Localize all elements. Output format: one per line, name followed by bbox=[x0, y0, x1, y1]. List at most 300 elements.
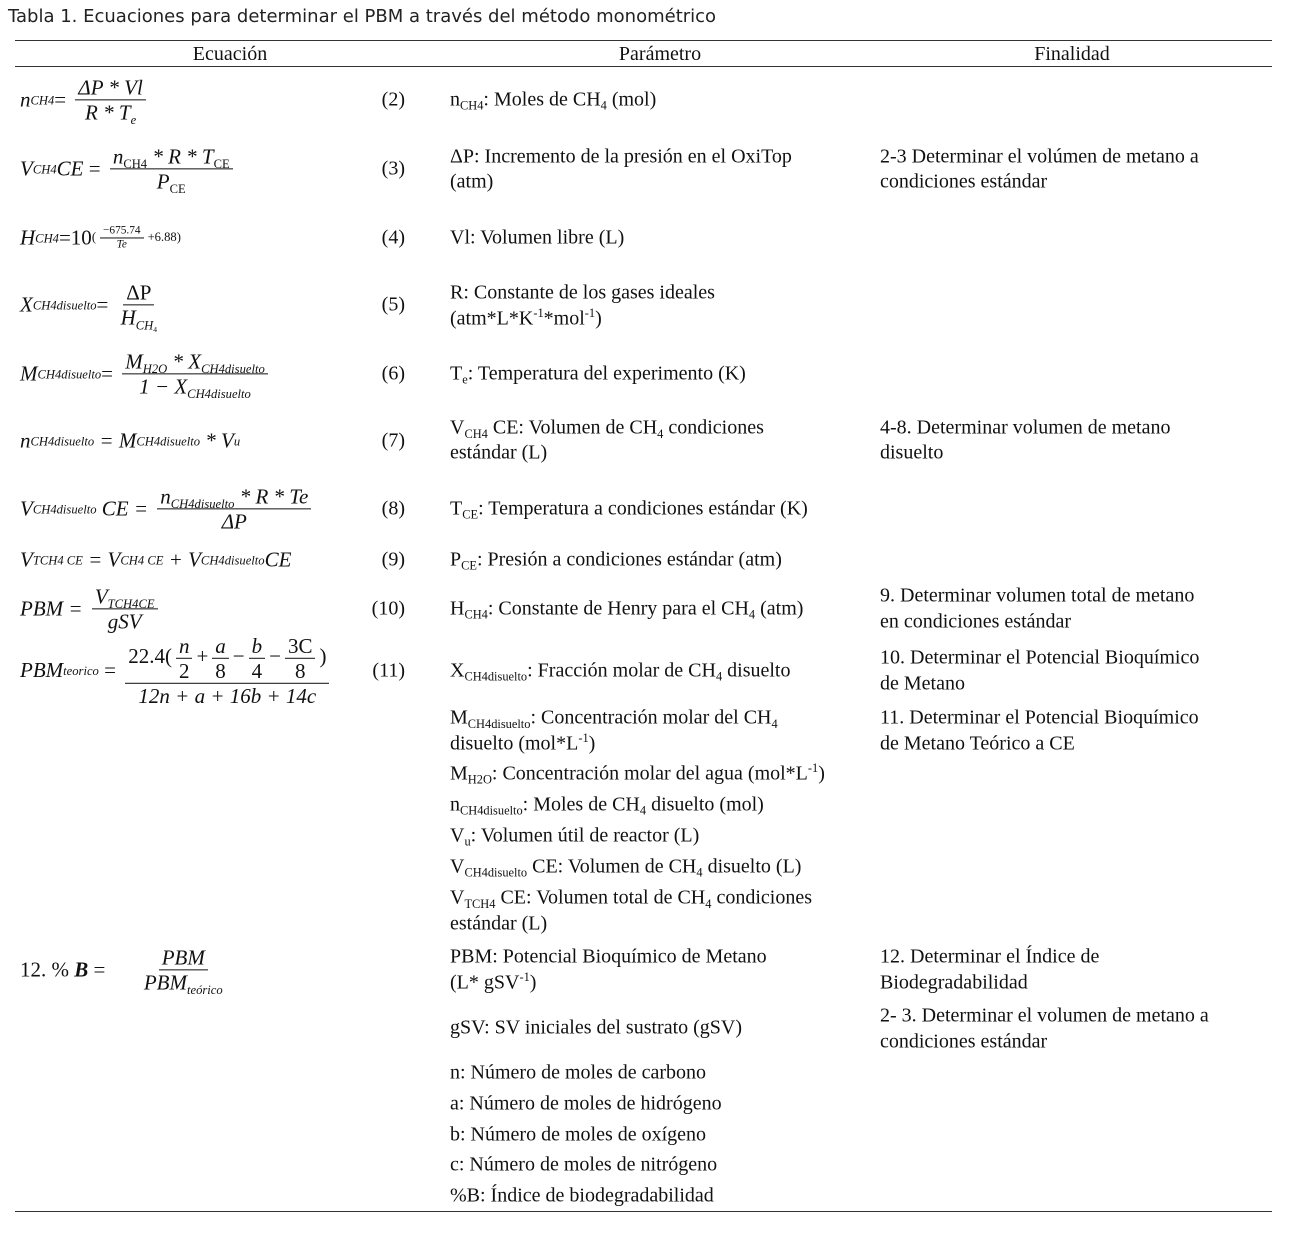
text-segment: 12. % bbox=[20, 957, 75, 982]
numerator bbox=[125, 634, 329, 684]
fraction bbox=[141, 945, 226, 997]
text-segment: CE bbox=[461, 558, 477, 573]
text-segment: T bbox=[450, 497, 463, 520]
equation bbox=[20, 547, 291, 573]
text-segment: c: Número de moles de nitrógeno bbox=[450, 1153, 718, 1176]
text-segment: PBM bbox=[20, 658, 64, 683]
text-segment: n bbox=[160, 484, 171, 509]
text-segment: = M bbox=[94, 428, 137, 453]
denominator bbox=[219, 510, 250, 534]
text-segment: gSV bbox=[107, 609, 142, 634]
purpose-item bbox=[880, 415, 1170, 466]
text-segment: H bbox=[450, 597, 465, 620]
denominator bbox=[292, 659, 309, 683]
text-segment: V bbox=[94, 584, 108, 609]
text-segment: disuelto (mol*L bbox=[450, 732, 579, 754]
text-segment: PBM = bbox=[20, 596, 88, 621]
subscript bbox=[464, 608, 487, 622]
text-segment: en condiciones estándar bbox=[880, 610, 1072, 632]
numerator bbox=[123, 280, 154, 305]
text-segment: condiciones bbox=[663, 416, 764, 438]
text-segment: e bbox=[462, 372, 468, 387]
numerator bbox=[100, 224, 144, 238]
text-segment: -1 bbox=[533, 305, 544, 320]
text-segment: M bbox=[450, 706, 468, 729]
numerator bbox=[249, 634, 266, 659]
text-segment: ( bbox=[91, 229, 97, 244]
text-segment: CH4disuelto bbox=[187, 386, 251, 401]
denominator bbox=[141, 971, 226, 995]
text-segment: 4 bbox=[696, 865, 703, 880]
text-segment: CH4disuelto bbox=[460, 803, 523, 818]
text-segment: disuelto (L) bbox=[702, 855, 802, 878]
text-segment: H2O bbox=[467, 772, 492, 787]
text-segment: n bbox=[178, 633, 190, 658]
text-segment: H2O bbox=[142, 361, 168, 376]
text-segment: 8 bbox=[215, 658, 226, 683]
text-segment: 4-8. Determinar volumen de metano bbox=[880, 416, 1171, 438]
text-segment: : Temperatura a condiciones estándar (K) bbox=[478, 497, 808, 520]
text-segment: CH4disuelto bbox=[32, 298, 97, 312]
text-segment: u bbox=[464, 834, 471, 849]
numerator bbox=[285, 634, 316, 659]
text-segment: 4 bbox=[600, 98, 607, 113]
header-rule bbox=[15, 66, 1272, 67]
text-segment: TCH4 bbox=[464, 896, 496, 911]
equation bbox=[20, 144, 237, 196]
denominator bbox=[135, 684, 319, 708]
denominator bbox=[176, 659, 193, 683]
text-segment: X bbox=[20, 292, 33, 317]
text-segment: ) bbox=[595, 307, 602, 329]
numerator bbox=[75, 75, 145, 100]
fraction bbox=[212, 634, 229, 683]
header-parameter: Parámetro bbox=[618, 43, 702, 65]
numerator bbox=[122, 349, 268, 374]
text-segment: = bbox=[83, 156, 106, 181]
text-segment: 1 − X bbox=[139, 374, 188, 399]
fraction bbox=[92, 584, 158, 633]
text-segment: * V bbox=[200, 428, 234, 453]
text-segment: : Concentración molar del agua (mol*L bbox=[491, 762, 808, 785]
text-segment: 2-3 Determinar el volúmen de metano a bbox=[880, 145, 1199, 167]
purpose-item bbox=[880, 144, 1199, 195]
parameter-item bbox=[450, 1015, 742, 1041]
text-segment: n: Número de moles de carbono bbox=[450, 1061, 707, 1084]
text-segment: TCH4CE bbox=[107, 596, 155, 611]
text-segment: : Temperatura del experimento (K) bbox=[467, 362, 746, 385]
denominator bbox=[118, 305, 160, 334]
equation-number: (8) bbox=[381, 497, 405, 520]
equation bbox=[20, 75, 150, 127]
subscript bbox=[462, 508, 478, 522]
text-segment: X bbox=[450, 659, 465, 682]
text-segment: CH4 bbox=[35, 231, 59, 245]
text-segment: − bbox=[232, 644, 245, 669]
text-segment: : Constante de Henry para el CH bbox=[487, 597, 749, 620]
parameter-item bbox=[450, 823, 699, 849]
superscript bbox=[808, 761, 818, 775]
text-segment: CH4 bbox=[32, 162, 57, 176]
purpose-item bbox=[880, 584, 1194, 635]
parameter-item bbox=[450, 281, 715, 332]
text-segment: : Presión a condiciones estándar (atm) bbox=[476, 548, 782, 571]
text-segment: H bbox=[120, 305, 136, 330]
text-segment: CE bbox=[169, 181, 186, 196]
text-segment: n bbox=[450, 88, 460, 111]
text-segment: : Moles de CH bbox=[522, 793, 640, 816]
text-segment: M bbox=[125, 349, 143, 374]
text-segment: CH4 bbox=[30, 93, 55, 107]
text-segment: CH4 bbox=[464, 607, 488, 622]
text-segment: de Metano Teórico a CE bbox=[880, 732, 1075, 754]
subscript bbox=[464, 426, 487, 440]
denominator bbox=[105, 610, 145, 634]
text-segment: 4 bbox=[771, 716, 778, 731]
purpose-item bbox=[880, 646, 1199, 697]
text-segment: * R * T bbox=[147, 144, 214, 169]
text-segment: 2- 3. Determinar el volumen de metano a bbox=[880, 1004, 1209, 1027]
subscript bbox=[464, 897, 495, 911]
equation-number: (7) bbox=[381, 429, 405, 452]
header-equation: Ecuación bbox=[192, 43, 268, 65]
text-segment: a: Número de moles de hidrógeno bbox=[450, 1092, 722, 1115]
text-segment: CH4disuelto bbox=[32, 502, 97, 516]
text-segment: CE bbox=[56, 156, 84, 181]
denominator bbox=[114, 239, 130, 252]
text-segment: V bbox=[450, 416, 465, 438]
numerator bbox=[176, 634, 193, 659]
subscript bbox=[460, 804, 523, 818]
text-segment: condiciones estándar bbox=[880, 170, 1048, 193]
parameter-item bbox=[450, 1183, 714, 1209]
text-segment: CH4disuelto bbox=[136, 434, 201, 448]
text-segment: CH4disuelto bbox=[464, 865, 528, 880]
text-segment: CE bbox=[462, 507, 479, 522]
parameter-item bbox=[450, 596, 803, 622]
text-segment: ) bbox=[319, 644, 327, 669]
text-segment: * R * Te bbox=[234, 484, 309, 509]
text-segment: 11. Determinar el Potencial Bioquímico bbox=[880, 706, 1199, 729]
denominator bbox=[82, 101, 139, 125]
subscript bbox=[153, 325, 157, 334]
text-segment: estándar (L) bbox=[450, 912, 548, 934]
text-segment: P bbox=[450, 548, 462, 571]
denominator bbox=[154, 170, 189, 194]
subscript bbox=[772, 717, 778, 731]
fraction bbox=[249, 634, 266, 683]
text-segment: TCH4 CE bbox=[32, 553, 83, 567]
text-segment: teorico bbox=[63, 663, 99, 678]
equation-number: (11) bbox=[372, 659, 405, 682]
subscript bbox=[187, 387, 251, 401]
bottom-rule bbox=[15, 1211, 1272, 1212]
parameter-item bbox=[450, 706, 778, 757]
subscript bbox=[461, 559, 477, 573]
text-segment: 4 bbox=[251, 658, 263, 683]
fraction bbox=[118, 280, 160, 334]
text-segment: CE: Volumen de CH bbox=[527, 855, 697, 878]
text-segment: R * T bbox=[85, 100, 131, 125]
parameter-item bbox=[450, 1152, 717, 1178]
subscript bbox=[468, 773, 492, 787]
text-segment: P bbox=[156, 169, 170, 194]
text-segment: Te bbox=[116, 238, 127, 251]
numerator bbox=[92, 584, 158, 609]
text-segment: gSV: SV iniciales del sustrato (gSV) bbox=[450, 1016, 743, 1039]
text-segment: CH4disuelto bbox=[201, 361, 265, 376]
text-segment: CH4disuelto bbox=[170, 496, 235, 511]
subscript bbox=[464, 866, 527, 880]
fraction bbox=[285, 634, 316, 683]
equation-number: (6) bbox=[381, 362, 405, 385]
equation bbox=[20, 428, 240, 454]
parameter-item bbox=[450, 547, 782, 573]
purpose-item bbox=[880, 706, 1199, 757]
superscript bbox=[519, 970, 529, 984]
text-segment: 3C bbox=[287, 633, 313, 658]
text-segment: CE = bbox=[96, 496, 154, 521]
denominator bbox=[212, 659, 229, 683]
text-segment: (L* gSV bbox=[450, 971, 520, 993]
purpose-item bbox=[880, 945, 1099, 996]
equation-number: (10) bbox=[371, 597, 405, 620]
text-segment: -1 bbox=[519, 969, 530, 984]
equation-number: (2) bbox=[381, 88, 405, 111]
text-segment: ΔP * Vl bbox=[78, 75, 143, 100]
text-segment: 10. Determinar el Potencial Bioquímico bbox=[880, 646, 1200, 669]
text-segment: CE: Volumen de CH bbox=[487, 416, 658, 438]
text-segment: n bbox=[20, 428, 31, 453]
text-segment: e bbox=[130, 112, 137, 127]
parameter-item bbox=[450, 225, 624, 251]
text-segment: CH4disuelto bbox=[467, 716, 531, 731]
equation-number: (3) bbox=[381, 157, 405, 180]
parameter-item bbox=[450, 1122, 706, 1148]
text-segment: ) bbox=[818, 762, 825, 785]
text-segment: ΔP: Incremento de la presión en el OxiTop bbox=[450, 145, 792, 167]
text-segment: CH4 bbox=[460, 98, 484, 113]
text-segment: ) bbox=[588, 732, 596, 754]
text-segment: − bbox=[269, 644, 281, 669]
parameter-item bbox=[450, 144, 792, 195]
text-segment: V bbox=[20, 547, 33, 572]
text-segment: = bbox=[88, 957, 137, 982]
parameter-item bbox=[450, 361, 746, 387]
text-segment: u bbox=[233, 434, 241, 448]
parameter-item bbox=[450, 415, 764, 466]
text-segment: : Moles de CH bbox=[483, 88, 601, 111]
superscript bbox=[533, 306, 543, 320]
text-segment: 4 bbox=[657, 426, 664, 441]
parameter-item bbox=[450, 761, 825, 787]
equation bbox=[20, 484, 315, 533]
equation bbox=[20, 584, 162, 633]
text-segment: PBM: Potencial Bioquímico de Metano bbox=[450, 945, 767, 968]
header-purpose: Finalidad bbox=[1034, 43, 1110, 65]
equation bbox=[20, 945, 230, 997]
subscript bbox=[460, 99, 483, 113]
parameter-item bbox=[450, 658, 791, 684]
text-segment: %B: Índice de biodegradabilidad bbox=[450, 1184, 714, 1207]
top-rule bbox=[15, 40, 1272, 41]
text-segment: CE bbox=[264, 547, 292, 572]
text-segment: CH4disuelto bbox=[30, 434, 95, 448]
text-segment: CH bbox=[135, 317, 154, 332]
subscript bbox=[131, 113, 137, 127]
text-segment: V bbox=[450, 855, 465, 878]
text-segment: : Volumen útil de reactor (L) bbox=[470, 824, 700, 847]
equation bbox=[20, 224, 181, 251]
text-segment: +6.88) bbox=[147, 229, 181, 244]
parameter-item bbox=[450, 854, 801, 880]
parameter-item bbox=[450, 886, 812, 937]
parameter-item bbox=[450, 1091, 722, 1117]
text-segment: n bbox=[20, 87, 31, 112]
fraction bbox=[100, 224, 144, 251]
superscript bbox=[578, 731, 588, 745]
text-segment: b bbox=[251, 633, 263, 658]
text-segment: 12n + a + 16b + 14c bbox=[138, 684, 317, 709]
text-segment: CH4 bbox=[464, 426, 488, 441]
text-segment: condiciones estándar bbox=[880, 1030, 1048, 1052]
text-segment: CH4disuelto bbox=[464, 669, 528, 684]
text-segment: a bbox=[215, 633, 226, 658]
text-segment: -1 bbox=[807, 760, 819, 775]
text-segment: (mol) bbox=[606, 88, 657, 111]
subscript bbox=[464, 670, 527, 684]
text-segment: n bbox=[450, 793, 460, 816]
text-segment: Vl: Volumen libre (L) bbox=[450, 226, 625, 249]
text-segment: R: Constante de los gases ideales bbox=[450, 281, 715, 304]
subscript bbox=[214, 157, 230, 171]
text-segment: Biodegradabilidad bbox=[880, 971, 1028, 993]
table-caption: Tabla 1. Ecuaciones para determinar el PBM a través del método monométrico bbox=[8, 6, 717, 27]
text-segment: M bbox=[450, 762, 468, 785]
subscript bbox=[187, 983, 223, 997]
text-segment: −675.74 bbox=[103, 224, 141, 237]
text-segment: -1 bbox=[584, 305, 596, 320]
text-segment: CH4 bbox=[123, 156, 148, 171]
text-segment: teórico bbox=[187, 982, 223, 997]
text-segment: = bbox=[54, 87, 72, 112]
fraction bbox=[110, 144, 233, 196]
text-segment: disuelto bbox=[722, 659, 791, 682]
text-segment: PBM bbox=[143, 970, 188, 995]
text-segment: de Metano bbox=[880, 672, 965, 694]
equation bbox=[20, 634, 333, 708]
purpose-item bbox=[880, 1004, 1209, 1055]
text-segment: 4 bbox=[748, 607, 756, 622]
text-segment: 4 bbox=[705, 896, 712, 911]
parameter-item bbox=[450, 87, 656, 113]
text-segment: V bbox=[20, 156, 33, 181]
text-segment: 4 bbox=[153, 324, 158, 334]
text-segment: (atm) bbox=[755, 597, 804, 620]
fraction bbox=[176, 634, 193, 683]
subscript bbox=[123, 157, 147, 171]
text-segment: 4 bbox=[715, 669, 723, 684]
equation bbox=[20, 280, 164, 334]
text-segment: T bbox=[450, 362, 463, 385]
text-segment: ΔP bbox=[126, 280, 152, 305]
parameter-item bbox=[450, 1060, 706, 1086]
text-segment: B bbox=[74, 957, 89, 982]
superscript bbox=[92, 224, 181, 251]
text-segment: : Fracción molar de CH bbox=[527, 659, 716, 682]
text-segment: M bbox=[20, 361, 38, 386]
text-segment: 9. Determinar volumen total de metano bbox=[880, 584, 1195, 607]
text-segment: ) bbox=[529, 971, 537, 993]
text-segment: *mol bbox=[543, 307, 585, 329]
text-segment: condiciones bbox=[711, 886, 812, 909]
text-segment: 4 bbox=[639, 803, 647, 818]
text-segment: : Concentración molar del CH bbox=[530, 706, 772, 729]
text-segment: + V bbox=[163, 547, 201, 572]
text-segment: CE bbox=[213, 156, 230, 171]
text-segment: (atm) bbox=[450, 170, 494, 193]
text-segment: disuelto bbox=[880, 441, 944, 464]
numerator bbox=[212, 634, 229, 659]
equation-number: (4) bbox=[381, 226, 405, 249]
equation-number: (9) bbox=[381, 548, 405, 571]
text-segment: 12. Determinar el Índice de bbox=[880, 945, 1100, 968]
text-segment: =10 bbox=[58, 225, 92, 250]
text-segment: * X bbox=[167, 349, 202, 374]
subscript bbox=[170, 182, 186, 196]
text-segment: + bbox=[196, 644, 209, 669]
text-segment: estándar (L) bbox=[450, 441, 548, 464]
subscript bbox=[468, 717, 531, 731]
text-segment: n bbox=[112, 144, 124, 169]
text-segment: 2 bbox=[178, 658, 190, 683]
denominator bbox=[249, 659, 266, 683]
text-segment: = bbox=[96, 292, 114, 317]
text-segment: disuelto (mol) bbox=[646, 793, 764, 816]
equation-number: (5) bbox=[381, 293, 405, 316]
denominator bbox=[136, 375, 254, 399]
text-segment: H bbox=[20, 225, 36, 250]
superscript bbox=[585, 306, 595, 320]
text-segment: CH4disuelto bbox=[200, 553, 265, 567]
numerator bbox=[159, 945, 208, 970]
text-segment: = bbox=[101, 361, 119, 386]
text-segment: CH4 CE bbox=[120, 553, 164, 567]
parameter-item bbox=[450, 792, 764, 818]
text-segment: 22.4( bbox=[128, 644, 172, 669]
text-segment: V bbox=[20, 496, 33, 521]
equation bbox=[20, 349, 272, 401]
numerator bbox=[110, 144, 233, 169]
fraction bbox=[157, 484, 311, 533]
text-segment: = bbox=[98, 658, 122, 683]
text-segment: CE: Volumen total de CH bbox=[495, 886, 706, 909]
text-segment: = V bbox=[82, 547, 121, 572]
numerator bbox=[157, 484, 311, 509]
text-segment: b: Número de moles de oxígeno bbox=[450, 1123, 707, 1146]
subscript bbox=[136, 318, 157, 332]
text-segment: CH4disuelto bbox=[37, 367, 102, 381]
fraction bbox=[125, 634, 329, 708]
parameter-item bbox=[450, 945, 767, 996]
parameter-item bbox=[450, 496, 808, 522]
text-segment: V bbox=[450, 886, 465, 909]
text-segment: V bbox=[450, 824, 465, 847]
fraction bbox=[122, 349, 268, 401]
text-segment: ΔP bbox=[221, 509, 247, 534]
text-segment: (atm*L*K bbox=[450, 307, 534, 329]
text-segment: 8 bbox=[294, 658, 306, 683]
